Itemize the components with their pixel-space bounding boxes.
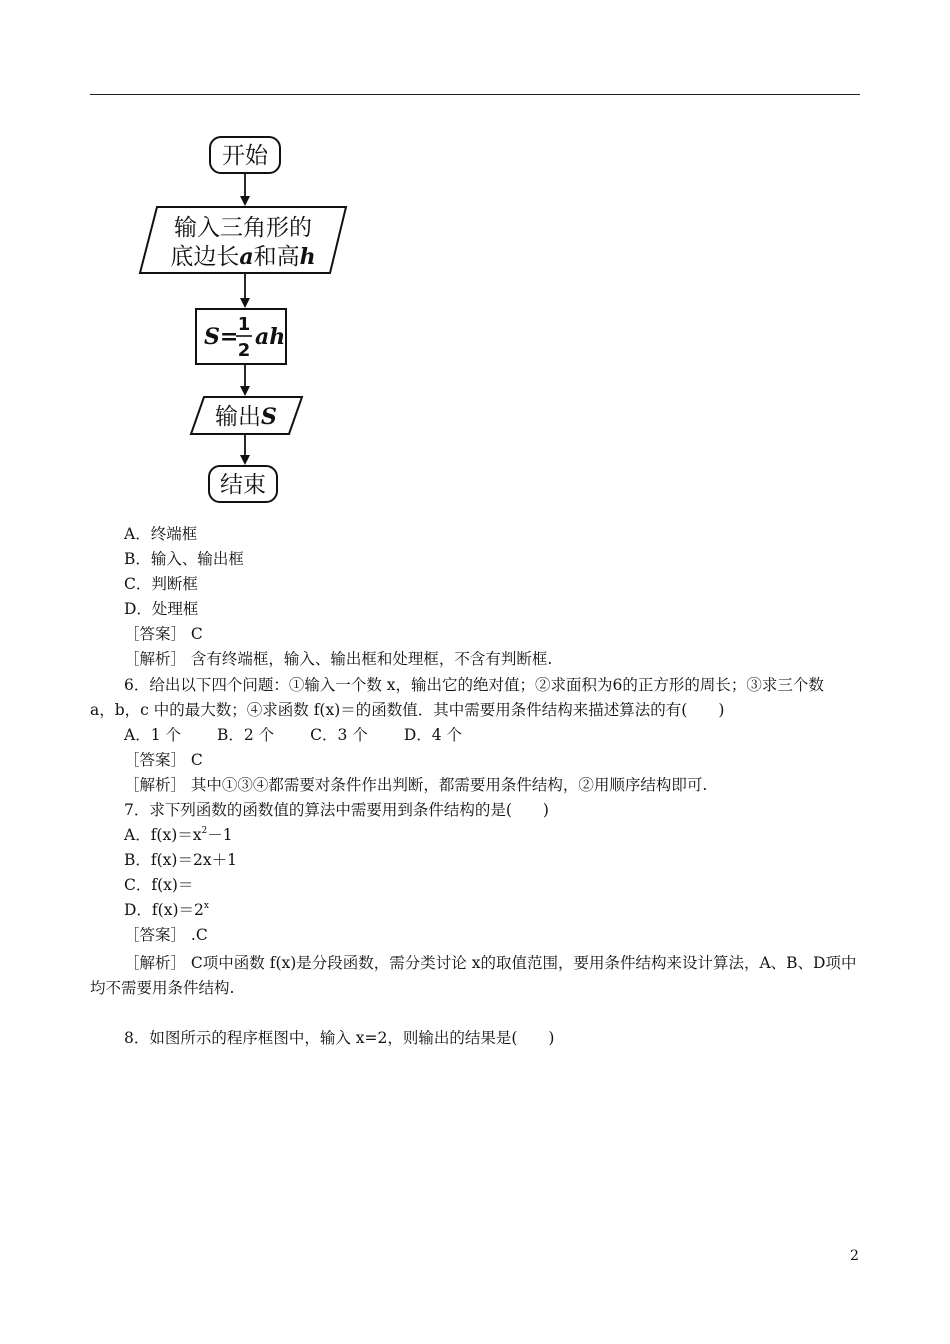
flow-start-label: 开始 (222, 143, 268, 169)
q7-analysis: ［解析］ C项中函数 f(x)是分段函数，需分类讨论 x的取值范围，要用条件结构来设计算法，A、B、D项中均不需要用条件结构. (90, 954, 857, 997)
q6-stem-line2: a，b，c 中的最大数；④求函数 f(x)＝的函数值．其中需要用条件结构来描述算法的有( ) (90, 701, 725, 719)
q6-options (124, 725, 462, 745)
q5-option-d: D．处理框 (124, 600, 199, 618)
q5-answer: ［答案］ C (124, 625, 203, 643)
q6-option-d: D．4 个 (403, 726, 463, 744)
q7-option-c: C．f(x)＝ (124, 876, 194, 894)
flow-input-var-a: a (239, 244, 254, 270)
q6-stem-line1: 6．给出以下四个问题：①输入一个数 x，输出它的绝对值；②求面积为6的正方形的周长；③求三个数 (124, 676, 824, 694)
flow-process-num: 1 (237, 314, 251, 335)
q7-option-a: A．$f(x)=x^2-1$ (124, 826, 233, 844)
flow-start-terminal (210, 137, 280, 173)
header-rule (90, 94, 860, 95)
flow-output-box (191, 397, 302, 434)
flow-input-line1: 输入三角形的 (174, 215, 312, 241)
flow-output-var: S (261, 404, 277, 430)
flowchart (130, 130, 360, 510)
q5-option-c: C．判断框 (124, 575, 198, 593)
q6-analysis: ［解析］ 其中①③④都需要对条件作出判断，都需要用条件结构，②用顺序结构即可. (124, 776, 708, 794)
q6-option-b: B．2 个 (216, 726, 275, 744)
page-number: 2 (850, 1248, 859, 1264)
q5-option-a: A．终端框 (124, 525, 198, 543)
flow-process-den: 2 (237, 340, 251, 361)
flow-end-label: 结束 (220, 472, 266, 498)
flow-end-terminal (209, 466, 277, 502)
q5-option-b: B．输入、输出框 (124, 550, 244, 568)
svg-text:底边长a和高h (170, 244, 315, 270)
flow-process-lhs: S= (204, 324, 239, 350)
q7-option-d: D．$f(x)=2^x$ (124, 901, 209, 919)
q7-stem: 7．求下列函数的函数值的算法中需要用到条件结构的是( ) (124, 801, 549, 819)
q7-answer: ［答案］ .C (124, 926, 208, 944)
flow-process-box (196, 309, 286, 364)
flow-output-prefix: 输出 (215, 404, 262, 430)
q5-analysis: ［解析］ 含有终端框，输入、输出框和处理框，不含有判断框. (124, 650, 553, 668)
flow-process-rhs: ah (255, 324, 286, 350)
flow-input-prefix: 底边长 (170, 244, 240, 270)
q7-option-b: B．f(x)＝2x＋1 (124, 851, 237, 869)
q6-option-c: C．3 个 (310, 726, 368, 744)
svg-text:输出S (215, 404, 277, 430)
flow-input-mid: 和高 (253, 244, 300, 270)
flow-input-box (140, 207, 346, 273)
q6-answer: ［答案］ C (124, 751, 203, 769)
q6-option-a: A．1 个 (124, 726, 181, 744)
q8-stem: 8．如图所示的程序框图中，输入 x=2，则输出的结果是( ) (124, 1029, 555, 1047)
flow-input-var-h: h (299, 244, 316, 270)
